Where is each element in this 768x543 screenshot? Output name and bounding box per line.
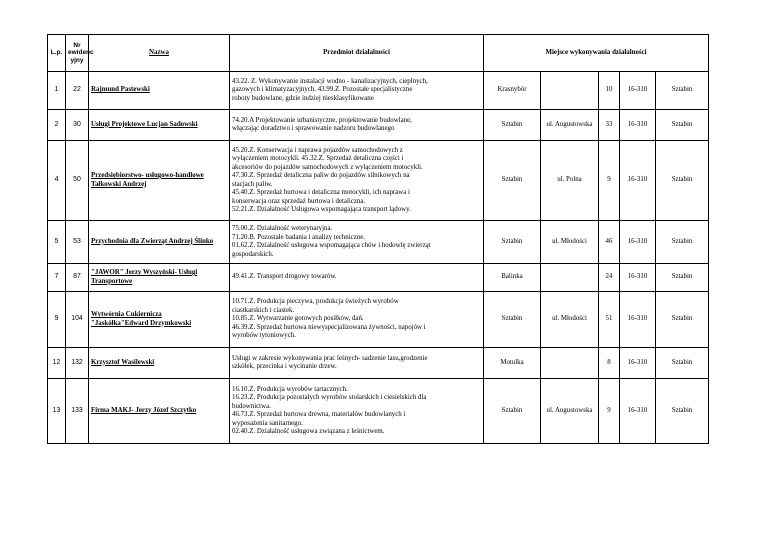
row-nr: 133 (66, 379, 89, 444)
row-street (541, 264, 599, 292)
row-nr: 104 (66, 292, 89, 348)
row-lp: 7 (48, 264, 66, 292)
row-description-line: roboty budowlane, gdzie indziej niesklasyfikowane (232, 94, 374, 102)
row-name (89, 72, 230, 110)
row-street: ul. Polna (541, 141, 599, 221)
header-nr-line: Nr (73, 41, 81, 49)
row-name (89, 110, 230, 141)
row-description-line: 01.62.Z. Działalność usługowa wspomagająca chów i hodowlę zwierząt (232, 242, 431, 249)
header-row (48, 35, 709, 72)
row-place: Sztabin (484, 221, 541, 264)
row-street (541, 72, 599, 110)
row-description (230, 292, 484, 348)
row-postal-code: 16-310 (620, 292, 656, 348)
row-name (89, 141, 230, 221)
row-postal-code: 16-310 (620, 110, 656, 141)
table-row (48, 264, 709, 292)
row-house-number: 46 (599, 221, 620, 264)
row-description-line: 16.23.Z. Produkcja pozostałych wyrobów stolarskich i ciesielskich dla (232, 394, 427, 401)
row-post-office: Sztabin (656, 348, 709, 379)
row-place: Sztabin (484, 141, 541, 221)
row-house-number: 9 (599, 379, 620, 444)
row-description-line: 46.73.Z. Sprzedaż hurtowa drewna, materiałów budowlanych i (232, 411, 406, 418)
row-description-line: 46.39.Z. Sprzedaż hurtowa niewyspecjalizowana żywności, napojów i (232, 323, 426, 331)
header-nr-line: ewidenc (68, 49, 94, 57)
row-lp: 2 (48, 110, 66, 141)
header-przedmiot: Przedmiot działalności (230, 35, 484, 72)
row-name-line: Firma MAKJ- Jerzy Józef Szczytko (91, 406, 197, 414)
row-description-line: Usługi w zakresie wykonywania prac leśnych- sadzenie lasu,grodzenie (232, 354, 428, 362)
row-lp: 1 (48, 72, 66, 110)
table-row (48, 292, 709, 348)
header-nr (66, 35, 94, 72)
header-miejsce: Miejsce wykonywania działalności (484, 35, 709, 72)
row-nr: 22 (66, 72, 89, 110)
row-description-line: 45.40.Z. Sprzedaż hurtowa i detaliczna motocykli, ich naprawa i (232, 189, 410, 196)
row-post-office: Sztabin (656, 221, 709, 264)
row-name-line: Transportowe (91, 277, 133, 285)
row-house-number: 24 (599, 264, 620, 292)
row-name-line: "JAWOR" Jerzy Wyszyński- Usługi (91, 269, 198, 276)
row-lp: 12 (48, 348, 66, 379)
row-nr: 87 (66, 264, 89, 292)
row-nr: 50 (66, 141, 89, 221)
row-description (230, 72, 484, 110)
row-postal-code: 16-310 (620, 379, 656, 444)
row-post-office: Sztabin (656, 72, 709, 110)
row-description-line: konserwacja oraz sprzedaż hurtowa i detaliczna. (232, 197, 366, 205)
row-name (89, 264, 230, 292)
header-nr-line: yjny (70, 56, 84, 64)
row-postal-code: 16-310 (620, 348, 656, 379)
row-description (230, 348, 484, 379)
row-post-office: Sztabin (656, 379, 709, 444)
row-description (230, 141, 484, 221)
row-description-line: 10.71.Z. Produkcja pieczywa, produkcja świeżych wyrobów (232, 298, 399, 306)
header-nazwa: Nazwa (89, 35, 230, 72)
row-name-line: Przychodnia dla Zwierząt Andrzej Ślinko (91, 237, 214, 245)
row-name-line: Przedsiębiorstwo- usługowo-handlowe (91, 172, 204, 179)
row-description-line: 47.30.Z. Sprzedaż detaliczna paliw do pojazdów silnikowych na (232, 172, 410, 179)
row-description-line: gospodarskich. (232, 250, 274, 258)
row-place: Motulka (484, 348, 541, 379)
row-post-office: Sztabin (656, 110, 709, 141)
registry-table (47, 34, 709, 444)
row-name (89, 221, 230, 264)
row-name (89, 348, 230, 379)
row-description (230, 264, 484, 292)
header-lp: L.p. (48, 35, 66, 72)
row-nr: 132 (66, 348, 89, 379)
row-description (230, 110, 484, 141)
row-place: Krasnybór (484, 72, 541, 110)
row-description-line: akcesoriów do pojazdów samochodowych z wyłączeniem motocykli. (232, 163, 423, 171)
row-description-line: 16.10.Z. Produkcja wyrobów tartacznych. (232, 385, 348, 393)
row-lp: 9 (48, 292, 66, 348)
table-row (48, 110, 709, 141)
row-street (541, 348, 599, 379)
row-description-line: 71.20.B. Pozostałe badania i analizy techniczne. (232, 233, 365, 241)
row-name-line: Rajmund Pastewski (91, 86, 150, 94)
row-description-line: włączając doradztwo i sprawowanie nadzoru budowlanego (232, 125, 395, 132)
row-description-line: wyłączeniem motocykli. 45.32.Z. Sprzedaż detaliczna części i (232, 155, 404, 162)
row-nr: 30 (66, 110, 89, 141)
row-description-line: gazowych i klimatyzacyjnych. 43.99.Z. Pozostałe specjalistyczne (232, 86, 413, 94)
table-row (48, 348, 709, 379)
table-row (48, 379, 709, 444)
row-lp: 4 (48, 141, 66, 221)
row-description-line: budownictwa. (232, 402, 271, 410)
row-name-line: Tałkowski Andrzej (91, 180, 147, 188)
row-lp: 13 (48, 379, 66, 444)
row-street: ul. Augustowska (541, 379, 599, 444)
table-row (48, 72, 709, 110)
row-description-line: 10.85.Z. Wytwarzanie gotowych posiłków, dań. (232, 315, 364, 323)
row-description-line: 74.20.A Projektowanie urbanistyczne, projektowanie budowlane, (232, 116, 412, 124)
row-description-line: wyrobów tytoniowych. (232, 332, 296, 340)
row-nr: 53 (66, 221, 89, 264)
row-place: Sztabin (484, 379, 541, 444)
row-house-number: 8 (599, 348, 620, 379)
row-street: ul. Młodości (541, 292, 599, 348)
row-description-line: 75.00.Z. Działalność weterynaryjna. (232, 225, 333, 232)
row-description-line: szkółek, przecinka i wycinanie drzew. (232, 363, 337, 370)
row-description (230, 221, 484, 264)
row-postal-code: 16-310 (620, 264, 656, 292)
row-postal-code: 16-310 (620, 72, 656, 110)
row-house-number: 9 (599, 141, 620, 221)
row-description-line: 49.41.Z. Transport drogowy towarów. (232, 273, 337, 281)
table-row (48, 221, 709, 264)
row-post-office: Sztabin (656, 264, 709, 292)
table-row (48, 141, 709, 221)
row-place: Sztabin (484, 110, 541, 141)
row-description-line: 02.40.Z. Działalność usługowa związana z leśnictwem. (232, 428, 385, 435)
row-description-line: ciastkarskich i ciastek. (232, 306, 295, 314)
row-lp: 5 (48, 221, 66, 264)
row-postal-code: 16-310 (620, 141, 656, 221)
row-name-line: Usługi Projektowe Lucjan Sadowski (91, 120, 198, 128)
row-house-number: 33 (599, 110, 620, 141)
row-place: Sztabin (484, 292, 541, 348)
row-description-line: stacjach paliw. (232, 180, 273, 188)
row-name-line: Wytwórnia Cukiernicza (91, 311, 162, 318)
row-description-line: 52.21.Z. Działalność Usługowa wspomagająca transport lądowy. (232, 206, 411, 213)
row-name-line: "Jaskółka"Edward Drzymkowski (91, 319, 192, 327)
row-name-line: Krzysztof Wasilewski (91, 358, 155, 366)
row-post-office: Sztabin (656, 292, 709, 348)
row-description (230, 379, 484, 444)
row-description-line: 43.22. Z. Wykonywanie instalacji wodno - kanalizacyjnych, cieplnych, (232, 77, 428, 85)
row-house-number: 10 (599, 72, 620, 110)
row-street: ul. Młodości (541, 221, 599, 264)
row-street: ul. Augustowska (541, 110, 599, 141)
row-place: Balinka (484, 264, 541, 292)
row-description-line: wyposażenia sanitarnego. (232, 419, 303, 427)
row-name (89, 292, 230, 348)
row-description-line: 45.20.Z. Konserwacja i naprawa pojazdów samochodowych z (232, 146, 403, 154)
row-post-office: Sztabin (656, 141, 709, 221)
row-postal-code: 16-310 (620, 221, 656, 264)
row-name (89, 379, 230, 444)
row-house-number: 51 (599, 292, 620, 348)
